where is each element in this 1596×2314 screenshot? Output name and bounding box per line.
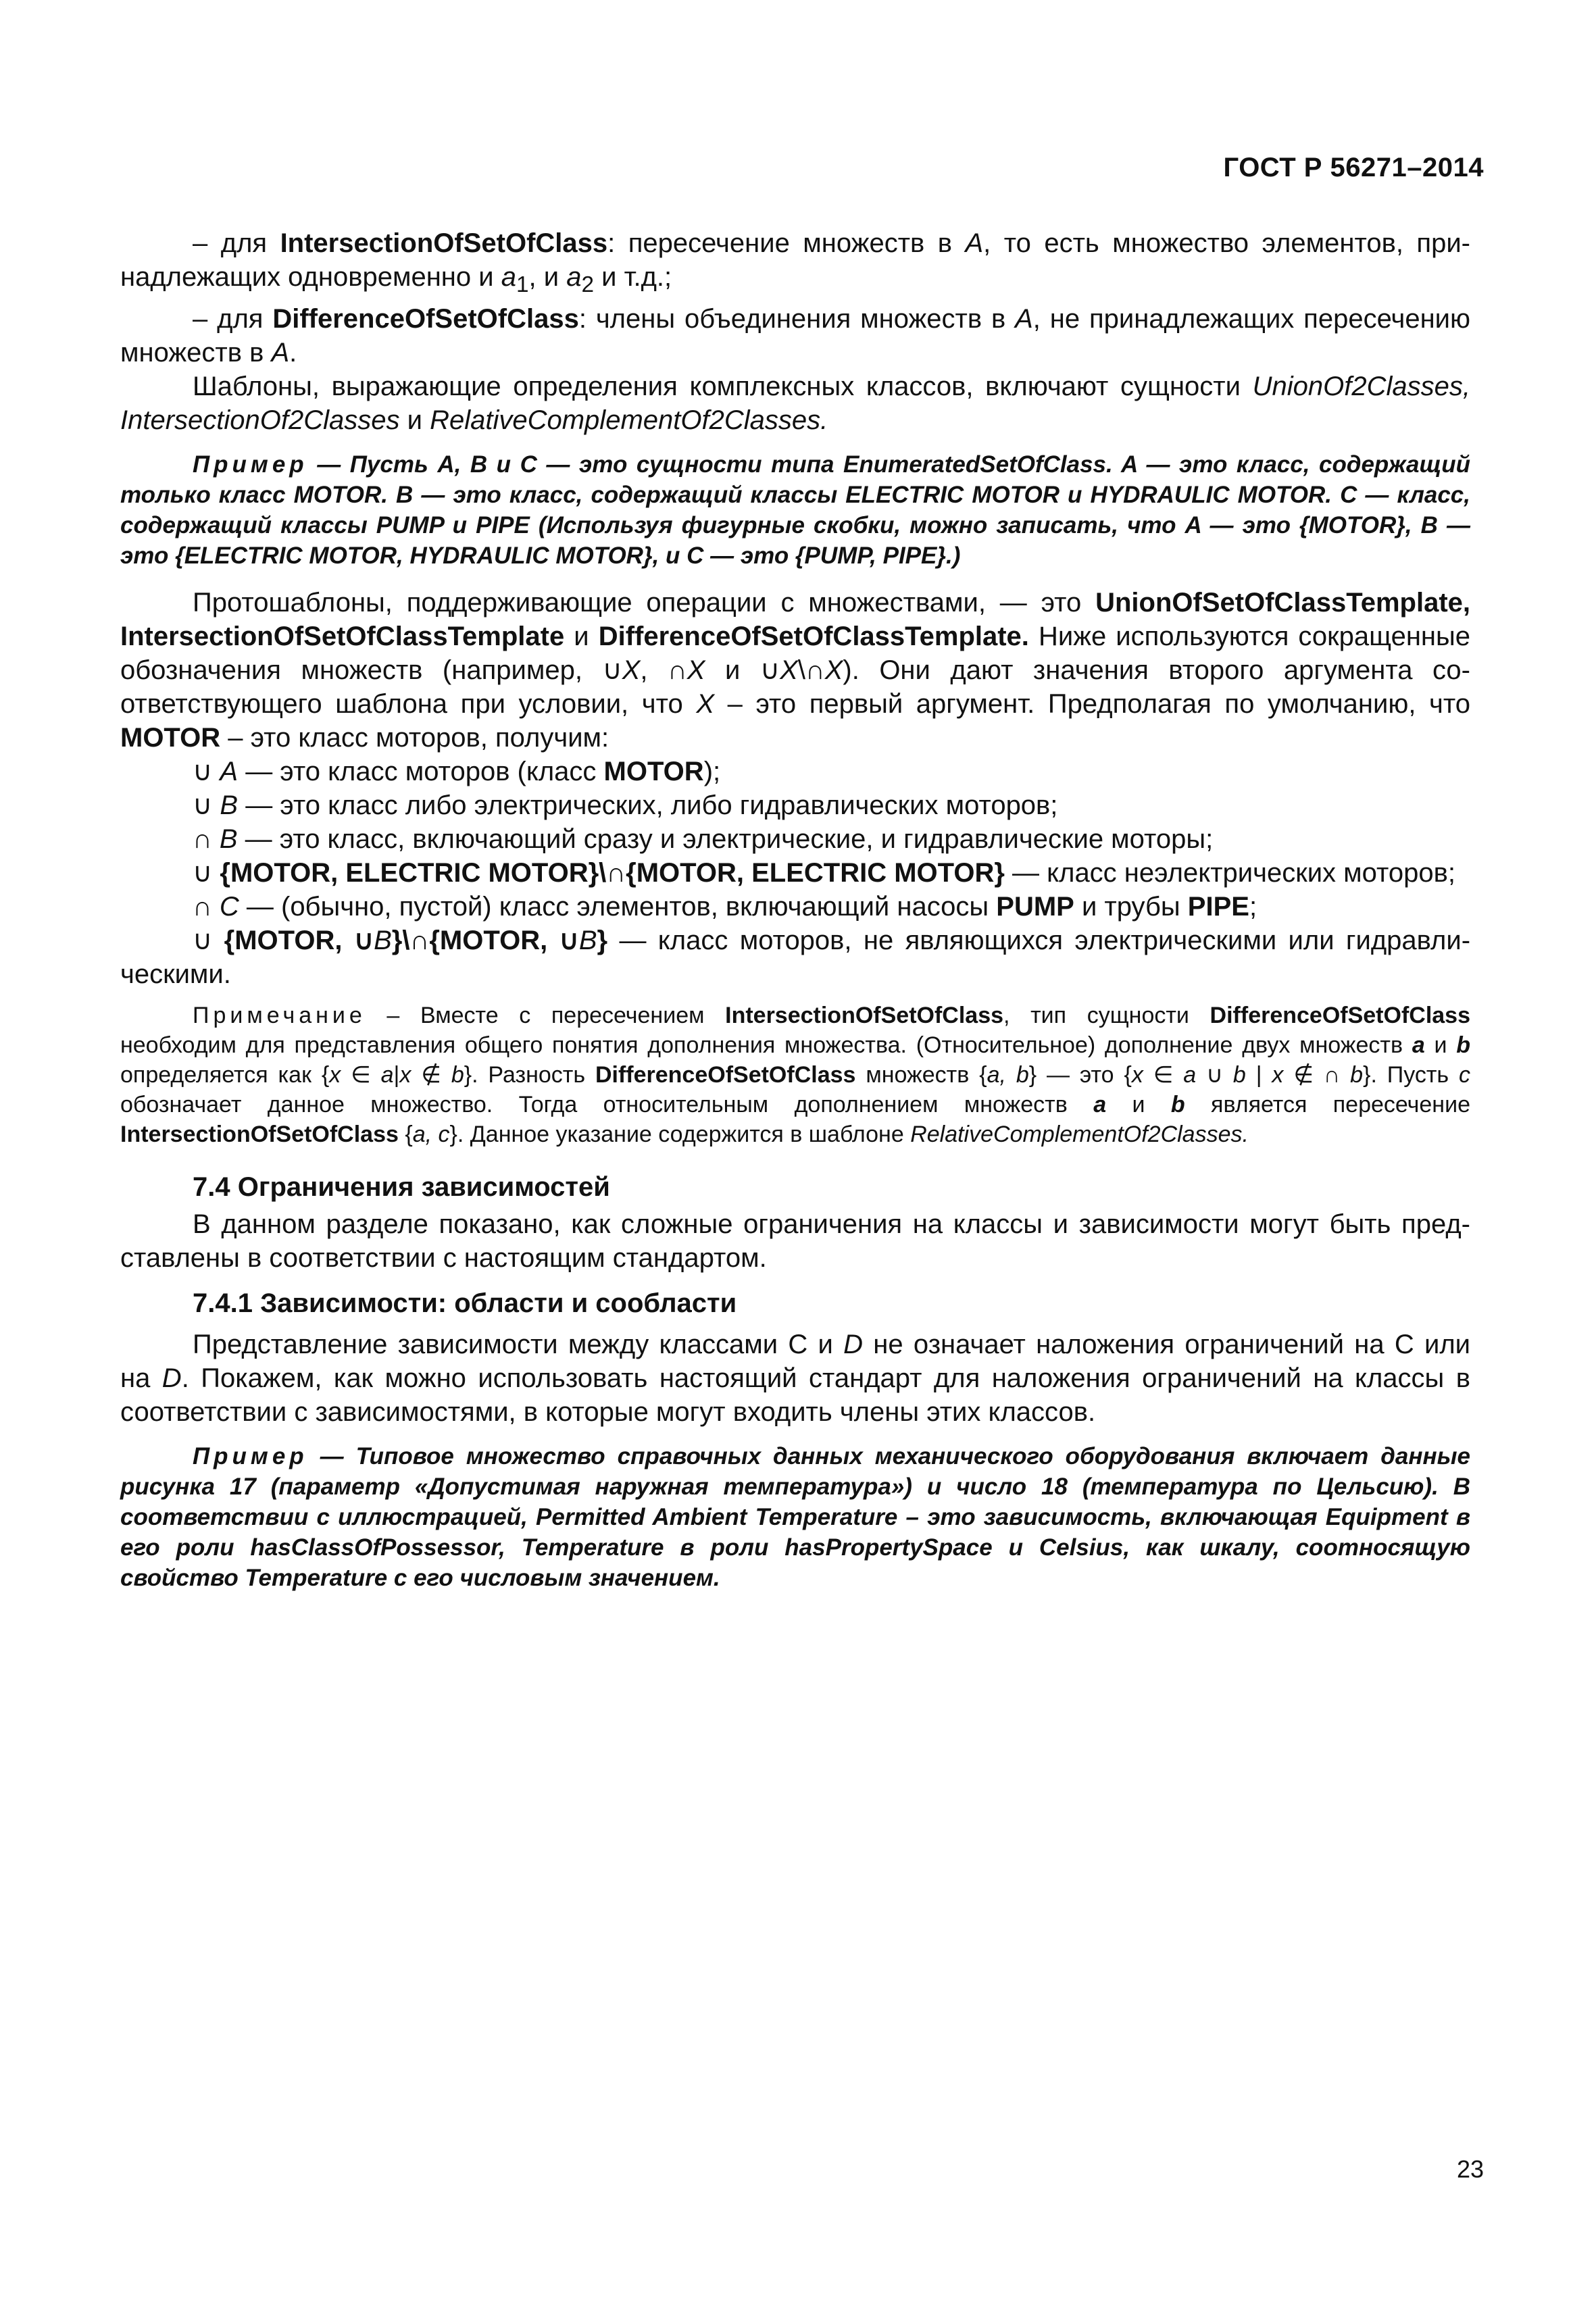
paragraph-templates: Шаблоны, выражающие определения комплексных классов, включают сущности UnionOf2Classes, IntersectionOf2Classes и RelativeComplementOf2Classes. [120, 372, 1470, 435]
example-2: Пример — Типовое множество справочных данных механического оборудования включает данные рисунка 17 (параметр «Допустимая наружная температура») и число 18 (температура по Цельсию). В соответствии с иллюстрацией, Permitted Ambient Temperature – это зависимость, включающая Equipment в его роли hasClassOfPossessor, Temperature в роли hasPropertySpace и Celsius, как шкалу, соотносящую свойство Temperature с его числовым значением. [120, 1443, 1470, 1591]
page-body [120, 226, 1470, 1608]
paragraph-intersection: – для IntersectionOfSetOfClass: пересечение множеств в A, то есть множество элементов, принадлежащих одновременно и $a_1$, и $a_2$ и т.д.; [120, 228, 1470, 297]
example-1: Пример — Пусть A, B и C — это сущности типа EnumeratedSetOfClass. A — это класс, содержащий только класс MOTOR. B — это класс, содержащий классы ELECTRIC MOTOR и HYDRAULIC MOTOR. C — класс, содержащий классы PUMP и PIPE (Используя фигурные скобки, можно записать, что A — это {MOTOR}, B — это {ELECTRIC MOTOR, HYDRAULIC MOTOR}, и C — это {PUMP, PIPE}.) [120, 451, 1470, 569]
list-item: ∪ {MOTOR, ∪B}\∩{MOTOR, ∪B} — класс моторов, не являющихся электрическими или гидравлическими. [120, 926, 1471, 989]
page-number: 23 [1456, 2155, 1484, 2183]
document-code: ГОСТ Р 56271–2014 [1223, 153, 1484, 182]
paragraph-section-intro: В данном разделе показано, как сложные ограничения на классы и зависимости могут быть представлены в соответствии с настоящим стандартом. [120, 1209, 1470, 1273]
list-item: ∪ A — это класс моторов (класс MOTOR); [193, 757, 721, 786]
note: Примечание – Вместе с пересечением IntersectionOfSetOfClass, тип сущности DifferenceOfSetOfClass необходим для представления общего понятия дополнения множества. (Относительное) дополнение двух множеств a и b определяется как {x ∈ a|x ∉ b}. Разность DifferenceOfSetOfClass множеств {a, b} — это {x ∈ a ∪ b | x ∉ ∩ b}. Пусть c обозначает данное множество. Тогда относительным дополнением множеств a и b является пересечение IntersectionOfSetOfClass {a, c}. Данное указание содержится в шаблоне RelativeComplementOf2Classes. [120, 1003, 1471, 1147]
list-item: ∩ B — это класс, включающий сразу и электрические, и гидравлические моторы; [193, 824, 1214, 854]
section-heading-7-4-1: 7.4.1 Зависимости: области и сообласти [193, 1288, 737, 1318]
list-item: ∪ B — это класс либо электрических, либо гидравлических моторов; [193, 790, 1058, 820]
section-heading-7-4: 7.4 Ограничения зависимостей [193, 1172, 610, 1202]
paragraph-prototemplates: Протошаблоны, поддерживающие операции с множествами, — это UnionOfSetOfClassTemplate, IntersectionOfSetOfClassTemplate и DifferenceOfSetOfClassTemplate. Ниже используются сокращенные обозначения множеств (например, ∪X, ∩X и ∪X\∩X). Они дают значения второго аргумента соответствующего шаблона при условии, что X – это первый аргумент. Предполагая по умолчанию, что MOTOR – это класс моторов, получим: [120, 588, 1470, 753]
paragraph-difference: – для DifferenceOfSetOfClass: члены объединения множеств в A, не принадлежащих пересечению множеств в A. [120, 304, 1471, 368]
list-item: ∪ {MOTOR, ELECTRIC MOTOR}\∩{MOTOR, ELECTRIC MOTOR} — класс неэлектрических моторов; [193, 858, 1455, 888]
paragraph-dependencies: Представление зависимости между классами C и D не означает наложения ограничений на C или на D. Покажем, как можно использовать настоящий стандарт для наложения ограничений на классы в соответствии с зависимостями, в которые могут входить члены этих классов. [120, 1330, 1471, 1427]
list-item: ∩ C — (обычно, пустой) класс элементов, включающий насосы PUMP и трубы PIPE; [193, 892, 1257, 922]
